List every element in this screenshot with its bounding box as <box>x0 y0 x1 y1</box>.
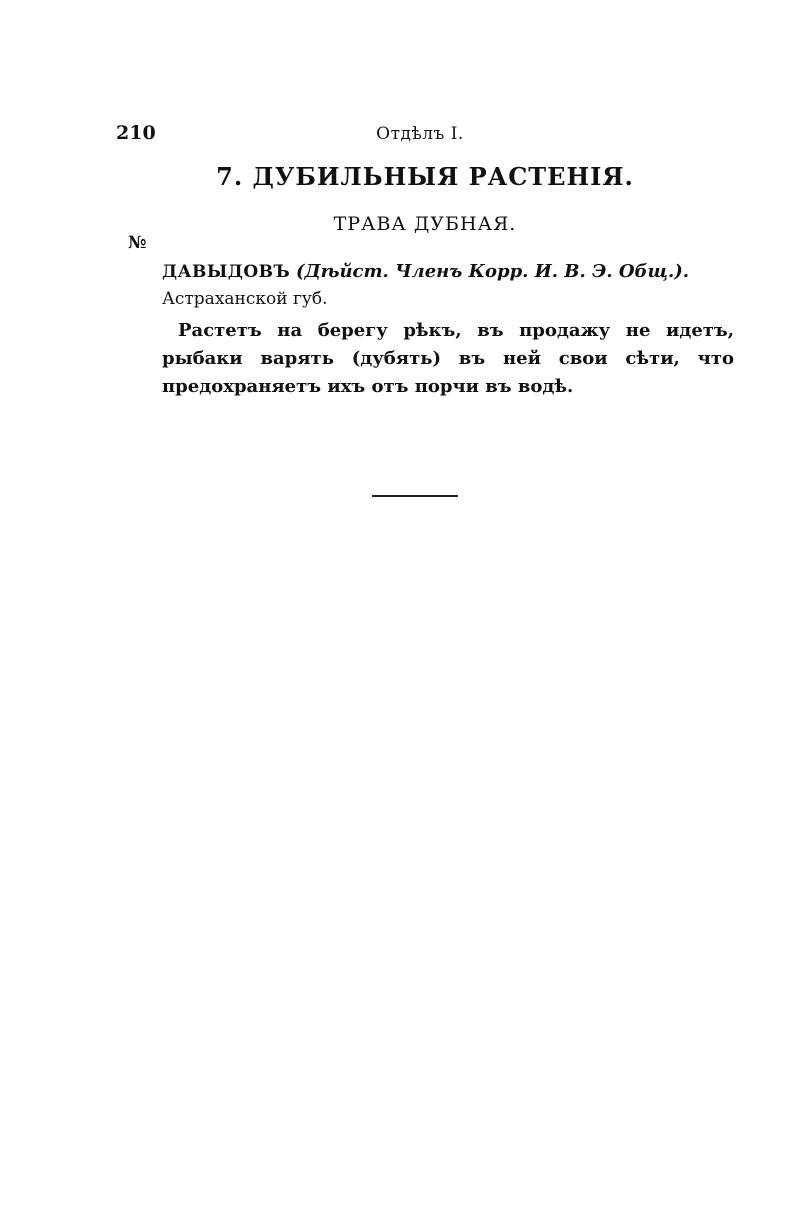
running-head: Отдѣлъ I. <box>376 124 464 144</box>
locality: Астраханской губ. <box>162 289 328 309</box>
page-number: 210 <box>116 122 156 144</box>
entry-description: Растетъ на берегу рѣкъ, въ продажу не идетъ, рыбаки варять (дубять) въ ней свои сѣти, что предохраняетъ ихъ отъ порчи въ водѣ. <box>162 320 734 397</box>
exhibit-entry <box>162 258 734 401</box>
author-line <box>162 258 734 286</box>
number-sign: № <box>128 233 147 253</box>
author-name: ДАВЫДОВЪ <box>162 262 291 282</box>
section-title: 7. ДУБИЛЬНЫЯ РАСТЕНІЯ. <box>216 162 634 191</box>
author-affiliation: (Дѣйст. Членъ Корр. И. В. Э. Общ.). <box>296 261 689 282</box>
subheading: ТРАВА ДУБНАЯ. <box>333 213 517 235</box>
closing-rule <box>372 495 458 497</box>
